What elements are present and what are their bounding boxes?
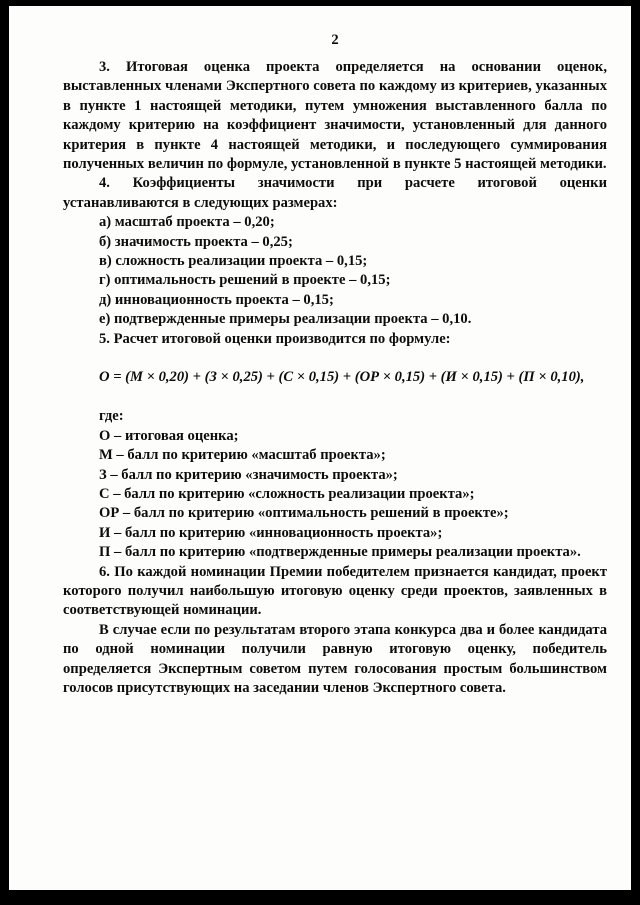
coefficient-item-e: е) подтвержденные примеры реализации проекта – 0,10. (99, 311, 472, 328)
coefficient-item-b: б) значимость проекта – 0,25; (99, 233, 293, 250)
definition-i: И – балл по критерию «инновационность проекта»; (99, 524, 443, 541)
score-formula: О = (М × 0,20) + (З × 0,25) + (С × 0,15) + (ОР × 0,15) + (И × 0,15) + (П × 0,10), (99, 369, 585, 386)
coefficient-item-v: в) сложность реализации проекта – 0,15; (99, 253, 368, 270)
formula-legend (63, 407, 607, 562)
page-number: 2 (331, 32, 339, 48)
paragraph-3: 3. Итоговая оценка проекта определяется на основании оценок, выставленных членами Экспертного совета по каждому из критериев, указанных в пункте 1 настоящей методики, путем умножения выставленного балла по каждому критерию на коэффициент значимости, установленный для данного критерия в пункте 4 настоящей методики, и последующего суммирования полученных величин по формуле, установленной в пункте 5 настоящей методики. (63, 59, 607, 173)
definition-m: М – балл по критерию «масштаб проекта»; (99, 447, 386, 464)
coefficient-item-a: а) масштаб проекта – 0,20; (99, 214, 275, 231)
coefficient-item-g: г) оптимальность решений в проекте – 0,15; (99, 272, 391, 289)
definition-z: З – балл по критерию «значимость проекта»; (99, 466, 398, 483)
paragraph-5: 5. Расчет итоговой оценки производится по формуле: (99, 330, 451, 347)
definition-p: П – балл по критерию «подтвержденные примеры реализации проекта». (99, 544, 581, 561)
paragraph-7: В случае если по результатам второго этапа конкурса два и более кандидата по одной номинации получили равную итоговую оценку, победитель определяется Экспертным советом путем голосования простым большинством голосов присутствующих на заседании членов Экспертного совета. (63, 621, 607, 696)
paragraph-6: 6. По каждой номинации Премии победителем признается кандидат, проект которого получил наибольшую итоговую оценку среди проектов, заявленных в соответствующей номинации. (63, 563, 607, 619)
definition-or: ОР – балл по критерию «оптимальность решений в проекте»; (99, 505, 509, 522)
definition-s: С – балл по критерию «сложность реализации проекта»; (99, 485, 475, 502)
definition-o: О – итоговая оценка; (99, 427, 239, 444)
document-page (9, 6, 631, 890)
paragraph-4-intro: 4. Коэффициенты значимости при расчете итоговой оценки устанавливаются в следующих размерах: (63, 175, 607, 211)
where-label: где: (99, 408, 124, 425)
document-content (63, 58, 607, 698)
coefficient-item-d: д) инновационность проекта – 0,15; (99, 291, 334, 308)
